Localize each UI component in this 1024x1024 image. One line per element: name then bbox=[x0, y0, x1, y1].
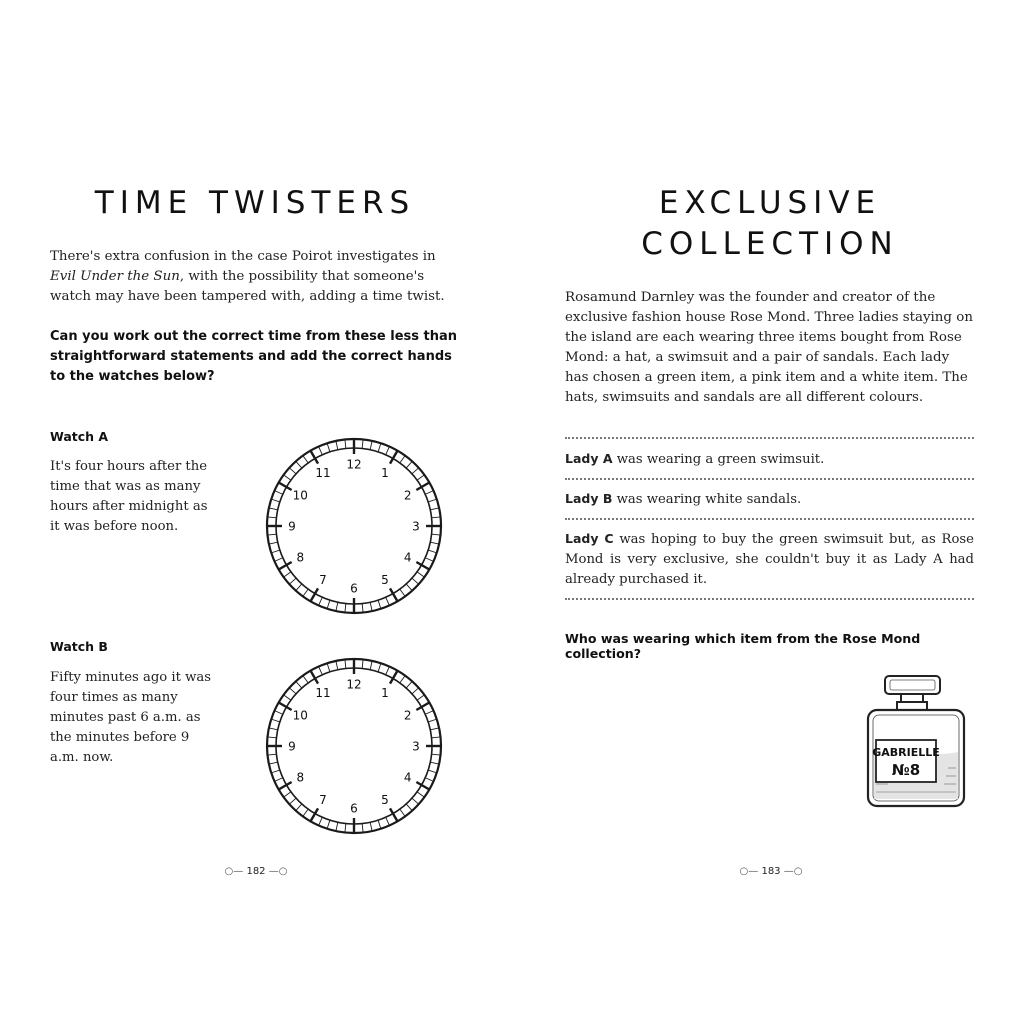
intro-text-end: , with the possibility that someone's watch may have been tampered with, adding a time twist. bbox=[50, 269, 445, 304]
clue-name: Lady B bbox=[565, 491, 613, 506]
watch-b-clock-face[interactable] bbox=[264, 656, 444, 836]
clock-number-8: 8 bbox=[296, 770, 305, 785]
right-page bbox=[512, 0, 1024, 1024]
page-title: TIME TWISTERS bbox=[94, 185, 416, 221]
clue-text: was hoping to buy the green swimsuit but, as Rose Mond is very exclusive, she couldn't buy it as Lady A had already purchased it. bbox=[565, 532, 974, 587]
clock-number-5: 5 bbox=[381, 573, 389, 588]
clock-number-5: 5 bbox=[381, 793, 389, 808]
clock-number-12: 12 bbox=[346, 457, 362, 472]
page-number-text: 182 bbox=[246, 866, 266, 877]
intro-paragraph bbox=[50, 247, 462, 307]
clock-number-7: 7 bbox=[319, 793, 327, 808]
page-title bbox=[565, 183, 975, 265]
clock-number-12: 12 bbox=[346, 677, 362, 692]
intro-text-start: There's extra confusion in the case Poirot investigates in bbox=[50, 249, 436, 264]
clue-text: was wearing a green swimsuit. bbox=[612, 452, 825, 467]
perfume-label-line-1: GABRIELLE bbox=[872, 746, 940, 759]
title-line-2: COLLECTION bbox=[641, 226, 899, 262]
folio-ornament-right: —○ bbox=[783, 866, 803, 877]
clock-number-4: 4 bbox=[403, 550, 412, 565]
dotted-divider bbox=[565, 437, 974, 439]
clock-number-6: 6 bbox=[350, 801, 358, 816]
watch-b-label: Watch B bbox=[50, 639, 108, 654]
watch-a-clue: It's four hours after the time that was as many hours after midnight as it was before noon. bbox=[50, 459, 208, 534]
clue-name: Lady C bbox=[565, 531, 614, 546]
page-number-183 bbox=[721, 866, 821, 877]
folio-ornament-left: ○— bbox=[739, 866, 759, 877]
clock-number-8: 8 bbox=[296, 550, 305, 565]
clue-lady-c bbox=[565, 529, 974, 590]
instruction-paragraph: Can you work out the correct time from these less than straightforward statements and add the correct hands to the watches below? bbox=[50, 329, 458, 384]
perfume-bottle-illustration bbox=[862, 672, 972, 812]
clock-number-3: 3 bbox=[412, 519, 420, 534]
page-number-182 bbox=[206, 866, 306, 877]
dotted-divider bbox=[565, 598, 974, 600]
watch-a-label: Watch A bbox=[50, 429, 109, 444]
clue-text: was wearing white sandals. bbox=[612, 492, 802, 507]
clock-number-6: 6 bbox=[350, 581, 358, 596]
clue-name: Lady A bbox=[565, 451, 613, 466]
title-line-1: EXCLUSIVE bbox=[658, 185, 882, 221]
clock-number-10: 10 bbox=[292, 488, 308, 503]
clock-number-1: 1 bbox=[381, 465, 389, 480]
dotted-divider bbox=[565, 518, 974, 520]
watch-b-clue: Fifty minutes ago it was four times as many minutes past 6 a.m. as the minutes before 9 a.m. now. bbox=[50, 670, 212, 765]
folio-ornament-right: —○ bbox=[268, 866, 288, 877]
clock-number-2: 2 bbox=[403, 488, 412, 503]
question: Who was wearing which item from the Rose Mond collection? bbox=[565, 631, 921, 661]
clue-lady-a bbox=[565, 449, 974, 470]
intro-paragraph: Rosamund Darnley was the founder and creator of the exclusive fashion house Rose Mond. Three ladies staying on the island are each wearing three items bought from Rose Mond: a hat, a swimsuit and a pair of sandals. Each lady has chosen a green item, a pink item and a white item. The hats, swimsuits and sandals are all different colours. bbox=[565, 290, 973, 405]
folio-ornament-left: ○— bbox=[224, 866, 244, 877]
clock-number-3: 3 bbox=[412, 739, 420, 754]
clock-number-9: 9 bbox=[288, 519, 296, 534]
clock-number-1: 1 bbox=[381, 685, 389, 700]
clue-lady-b bbox=[565, 489, 974, 510]
watch-a-clock-face[interactable] bbox=[264, 436, 444, 616]
clock-number-11: 11 bbox=[315, 685, 331, 700]
perfume-label-line-2: №8 bbox=[891, 761, 921, 779]
dotted-divider bbox=[565, 478, 974, 480]
clock-number-7: 7 bbox=[319, 573, 327, 588]
clock-number-4: 4 bbox=[403, 770, 412, 785]
page-number-text: 183 bbox=[761, 866, 781, 877]
clock-number-2: 2 bbox=[403, 708, 412, 723]
clock-number-10: 10 bbox=[292, 708, 308, 723]
book-title: Evil Under the Sun bbox=[50, 269, 180, 284]
clock-number-11: 11 bbox=[315, 465, 331, 480]
clock-number-9: 9 bbox=[288, 739, 296, 754]
